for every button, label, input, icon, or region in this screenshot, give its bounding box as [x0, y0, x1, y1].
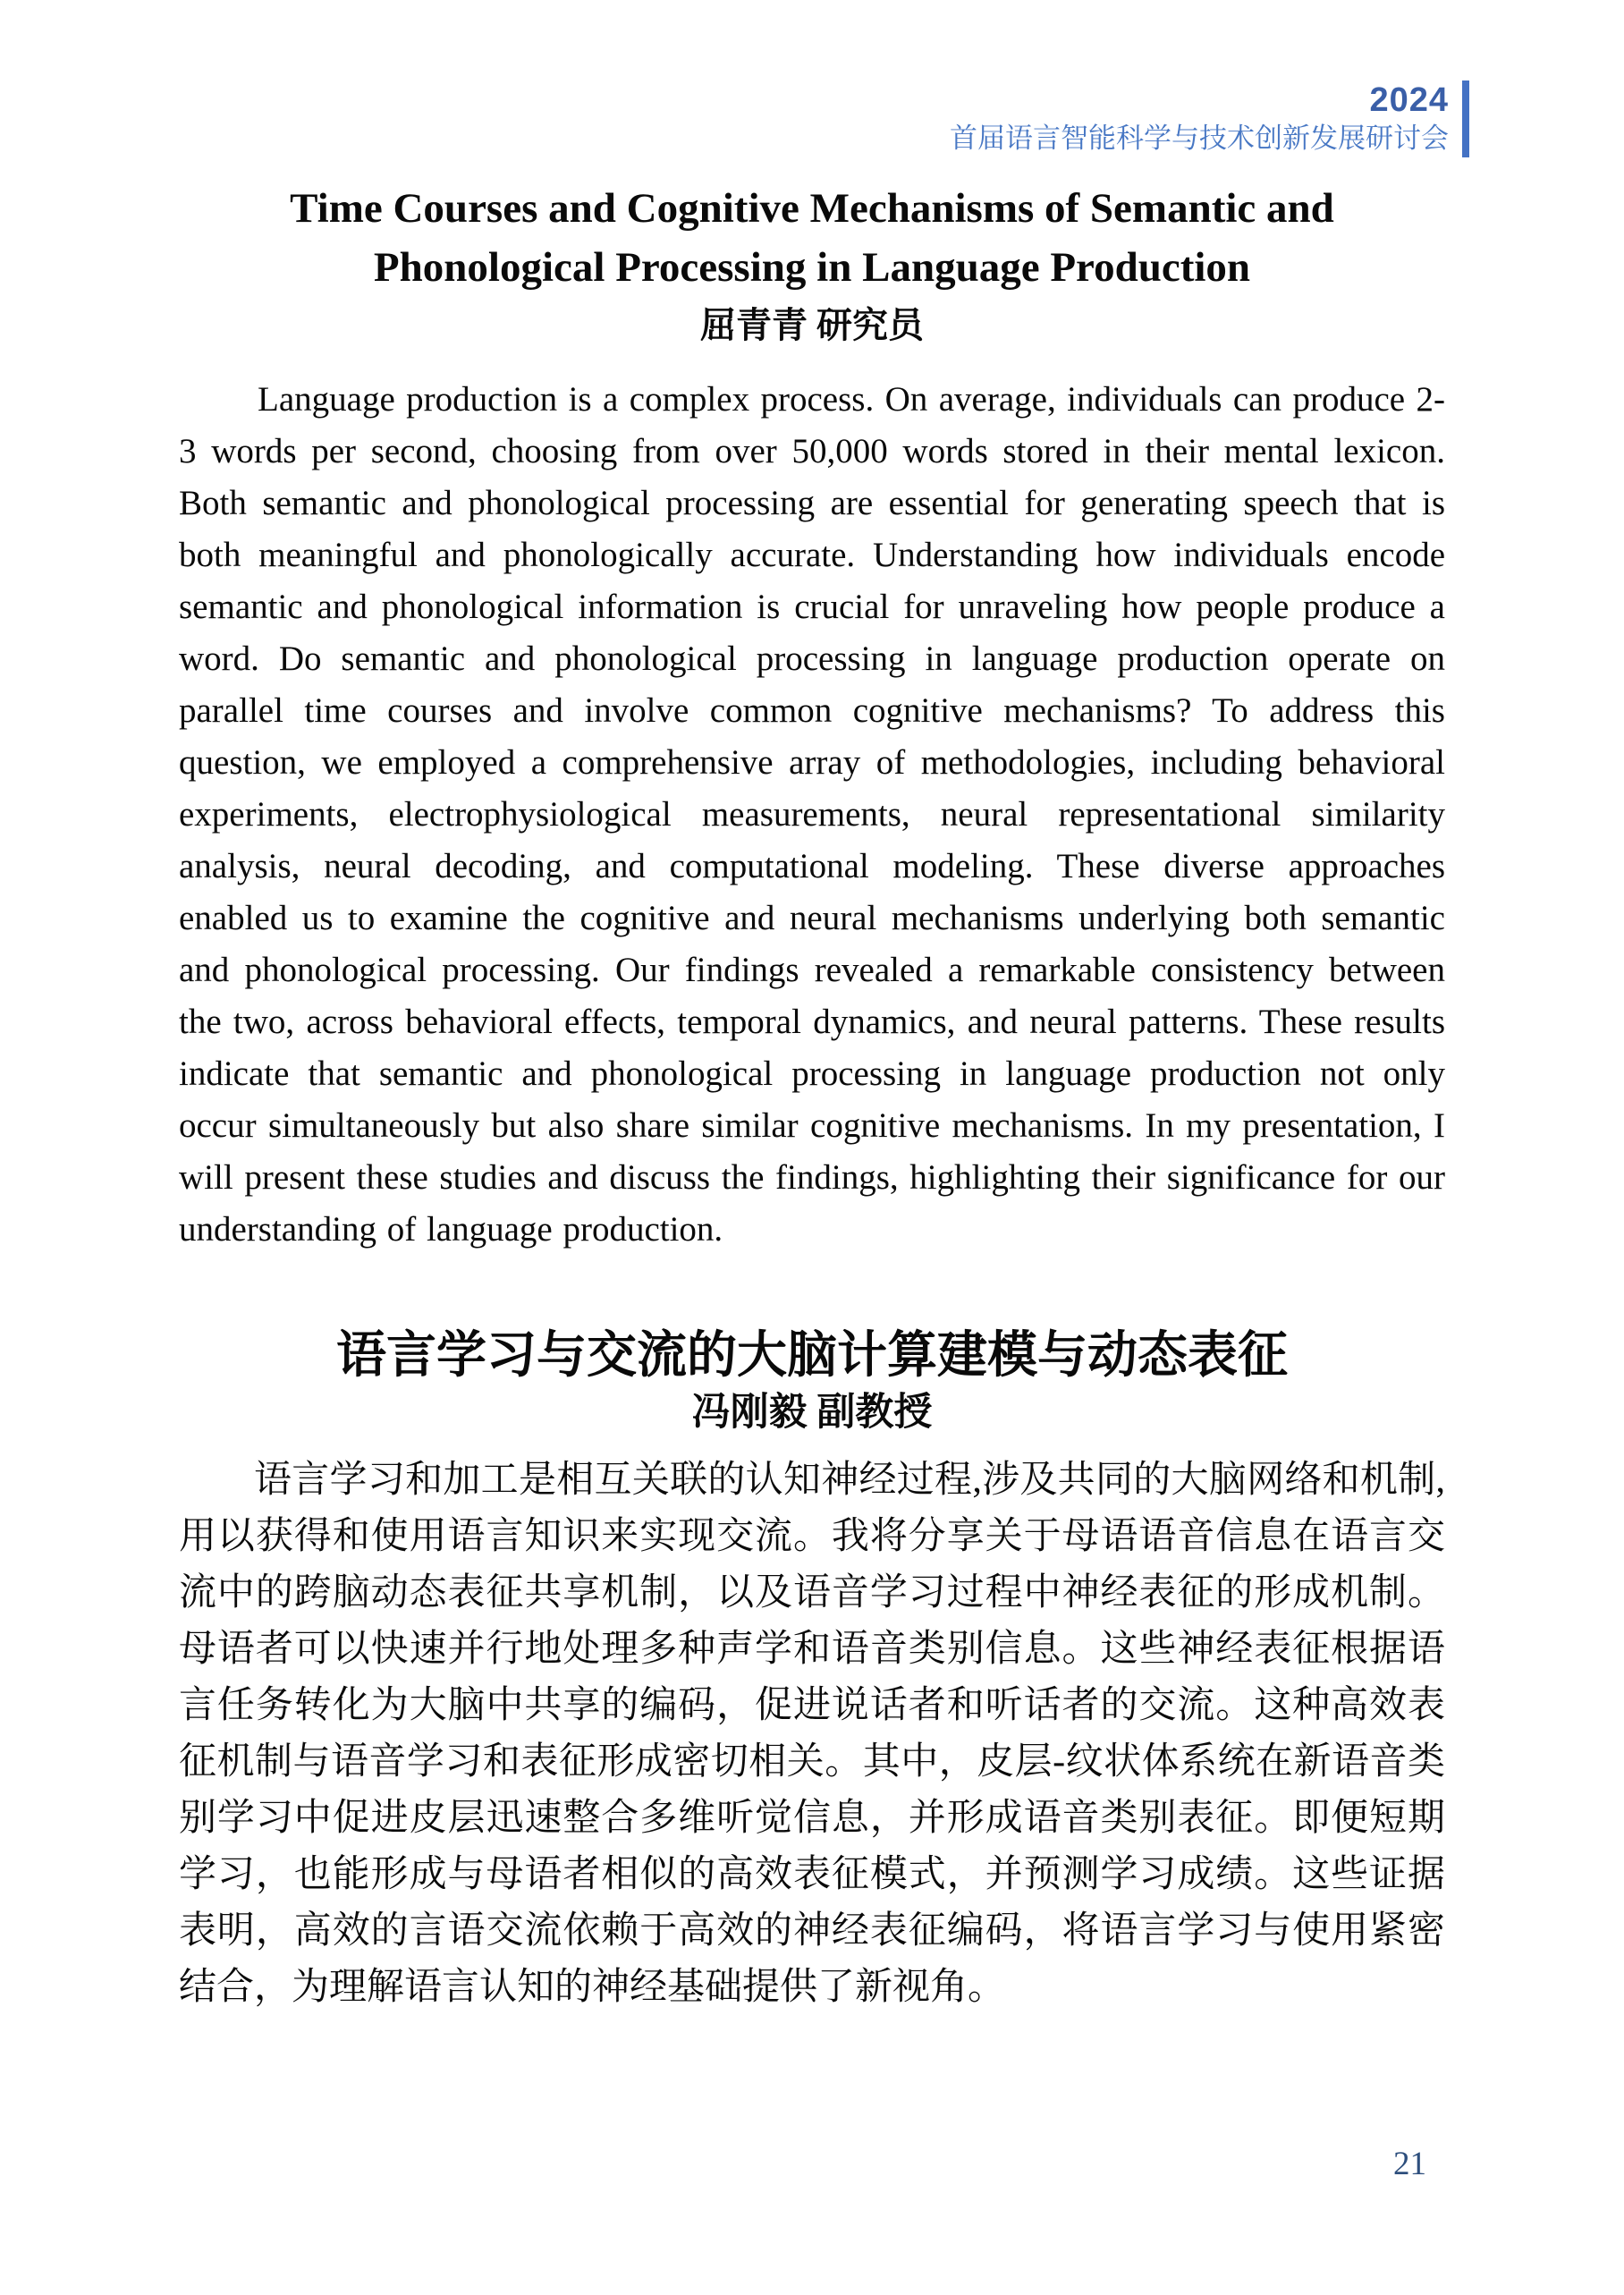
header-conference-title: 首届语言智能科学与技术创新发展研讨会: [950, 123, 1449, 154]
session-2-speaker: 冯刚毅 副教授: [691, 1392, 933, 1434]
page-header: [0, 80, 1469, 157]
session-2-title: 语言学习与交流的大脑计算建模与动态表征: [336, 1328, 1288, 1384]
header-accent-bar: [1462, 80, 1469, 157]
session-1-title: [179, 179, 1445, 297]
session-1: [179, 179, 1445, 1256]
page-content: [179, 179, 1445, 2016]
session-2-abstract: 语言学习和加工是相互关联的认知神经过程,涉及共同的大脑网络和机制,用以获得和使用语言知识来实现交流。我将分享关于母语语音信息在语言交流中的跨脑动态表征共享机制，以及语音学习过程中神经表征的形成机制。母语者可以快速并行地处理多种声学和语音类别信息。这些神经表征根据语言任务转化为大脑中共享的编码，促进说话者和听话者的交流。这种高效表征机制与语音学习和表征形成密切相关。其中，皮层-纹状体系统在新语音类别学习中促进皮层迅速整合多维听觉信息，并形成语音类别表征。即便短期学习，也能形成与母语者相似的高效表征模式，并预测学习成绩。这些证据表明，高效的言语交流依赖于高效的神经表征编码，将语言学习与使用紧密结合，为理解语言认知的神经基础提供了新视角。: [179, 1460, 1445, 2008]
header-year: 2024: [1369, 81, 1449, 119]
session-1-title-line-1: Time Courses and Cognitive Mechanisms of Semantic and: [290, 185, 1334, 232]
header-text-block: [950, 80, 1449, 157]
page-number: 21: [1393, 2146, 1426, 2182]
session-1-speaker: 屈青青 研究员: [700, 305, 924, 345]
session-1-abstract: Language production is a complex process. On average, individuals can produce 2-3 words per second, choosing from over 50,000 words stored in their mental lexicon. Both semantic and phonological processing are essential for generating speech that is both meaningful and phonologically accurate. Understanding how individuals encode semantic and phonological information is crucial for unraveling how people produce a word. Do semantic and phonological processing in language production operate on parallel time courses and involve common cognitive mechanisms? To address this question, we employed a comprehensive array of methodologies, including behavioral experiments, electrophysiological measurements, neural representational similarity analysis, neural decoding, and computational modeling. These diverse approaches enabled us to examine the cognitive and neural mechanisms underlying both semantic and phonological processing. Our findings revealed a remarkable consistency between the two, across behavioral effects, temporal dynamics, and neural patterns. These results indicate that semantic and phonological processing in language production not only occur simultaneously but also share similar cognitive mechanisms. In my presentation, I will present these studies and discuss the findings, highlighting their significance for our understanding of language production.: [179, 380, 1445, 1249]
session-1-title-line-2: Phonological Processing in Language Production: [373, 244, 1251, 291]
session-2: [179, 1324, 1445, 2016]
